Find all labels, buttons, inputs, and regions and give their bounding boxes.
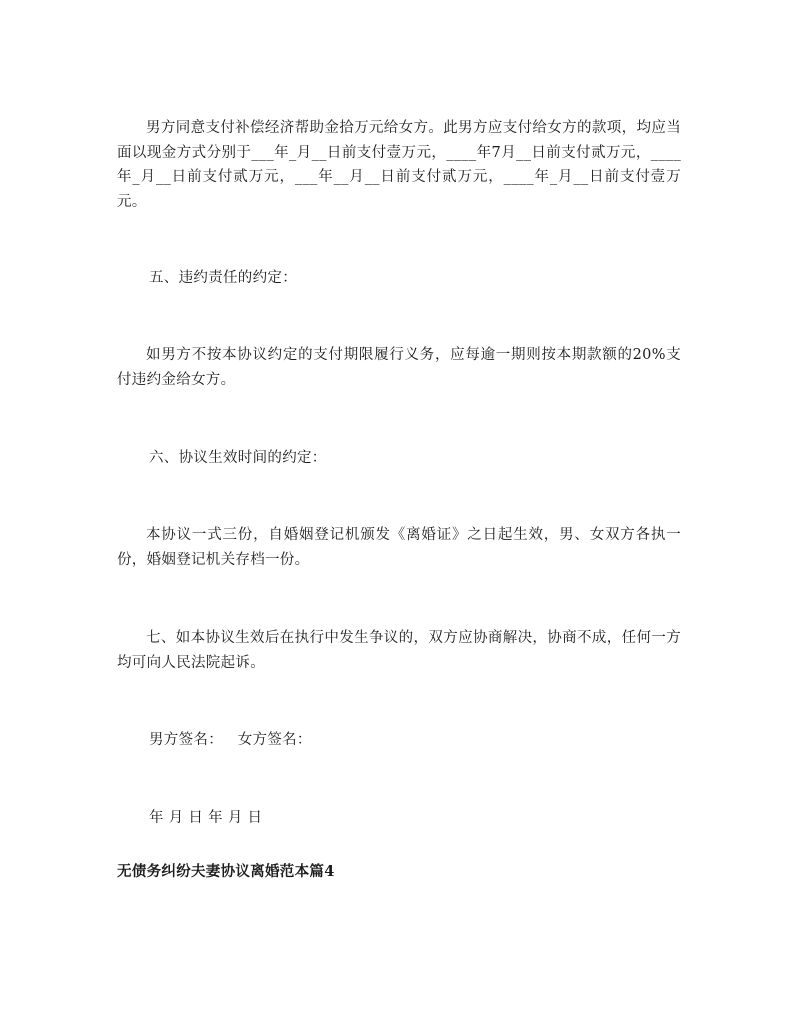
- dispute-paragraph: 七、如本协议生效后在执行中发生争议的，双方应协商解决，协商不成，任何一方均可向人民法院起诉。: [117, 630, 681, 671]
- breach-paragraph: 如男方不按本协议约定的支付期限履行义务，应每逾一期则按本期款额的20%支付违约金给女方。: [117, 347, 681, 388]
- payment-paragraph: 男方同意支付补偿经济帮助金拾万元给女方。此男方应支付给女方的款项，均应当面以现金方式分别于___年_月__日前支付壹万元，____年7月__日前支付贰万元，____年_月__日前支付贰万元，___年__月__日前支付贰万元，____年_月__日前支付壹万元。: [117, 120, 681, 210]
- signature-line: 男方签名： 女方签名：: [149, 732, 312, 748]
- section-5-title: 五、违约责任的约定：: [149, 270, 297, 286]
- next-section-heading: 无债务纠纷夫妻协议离婚范本篇4: [117, 863, 335, 880]
- effective-paragraph: 本协议一式三份，自婚姻登记机颁发《离婚证》之日起生效，男、女双方各执一份，婚姻登记机关存档一份。: [117, 527, 681, 568]
- date-line: 年 月 日 年 月 日: [149, 810, 263, 826]
- section-6-title: 六、协议生效时间的约定：: [149, 450, 327, 466]
